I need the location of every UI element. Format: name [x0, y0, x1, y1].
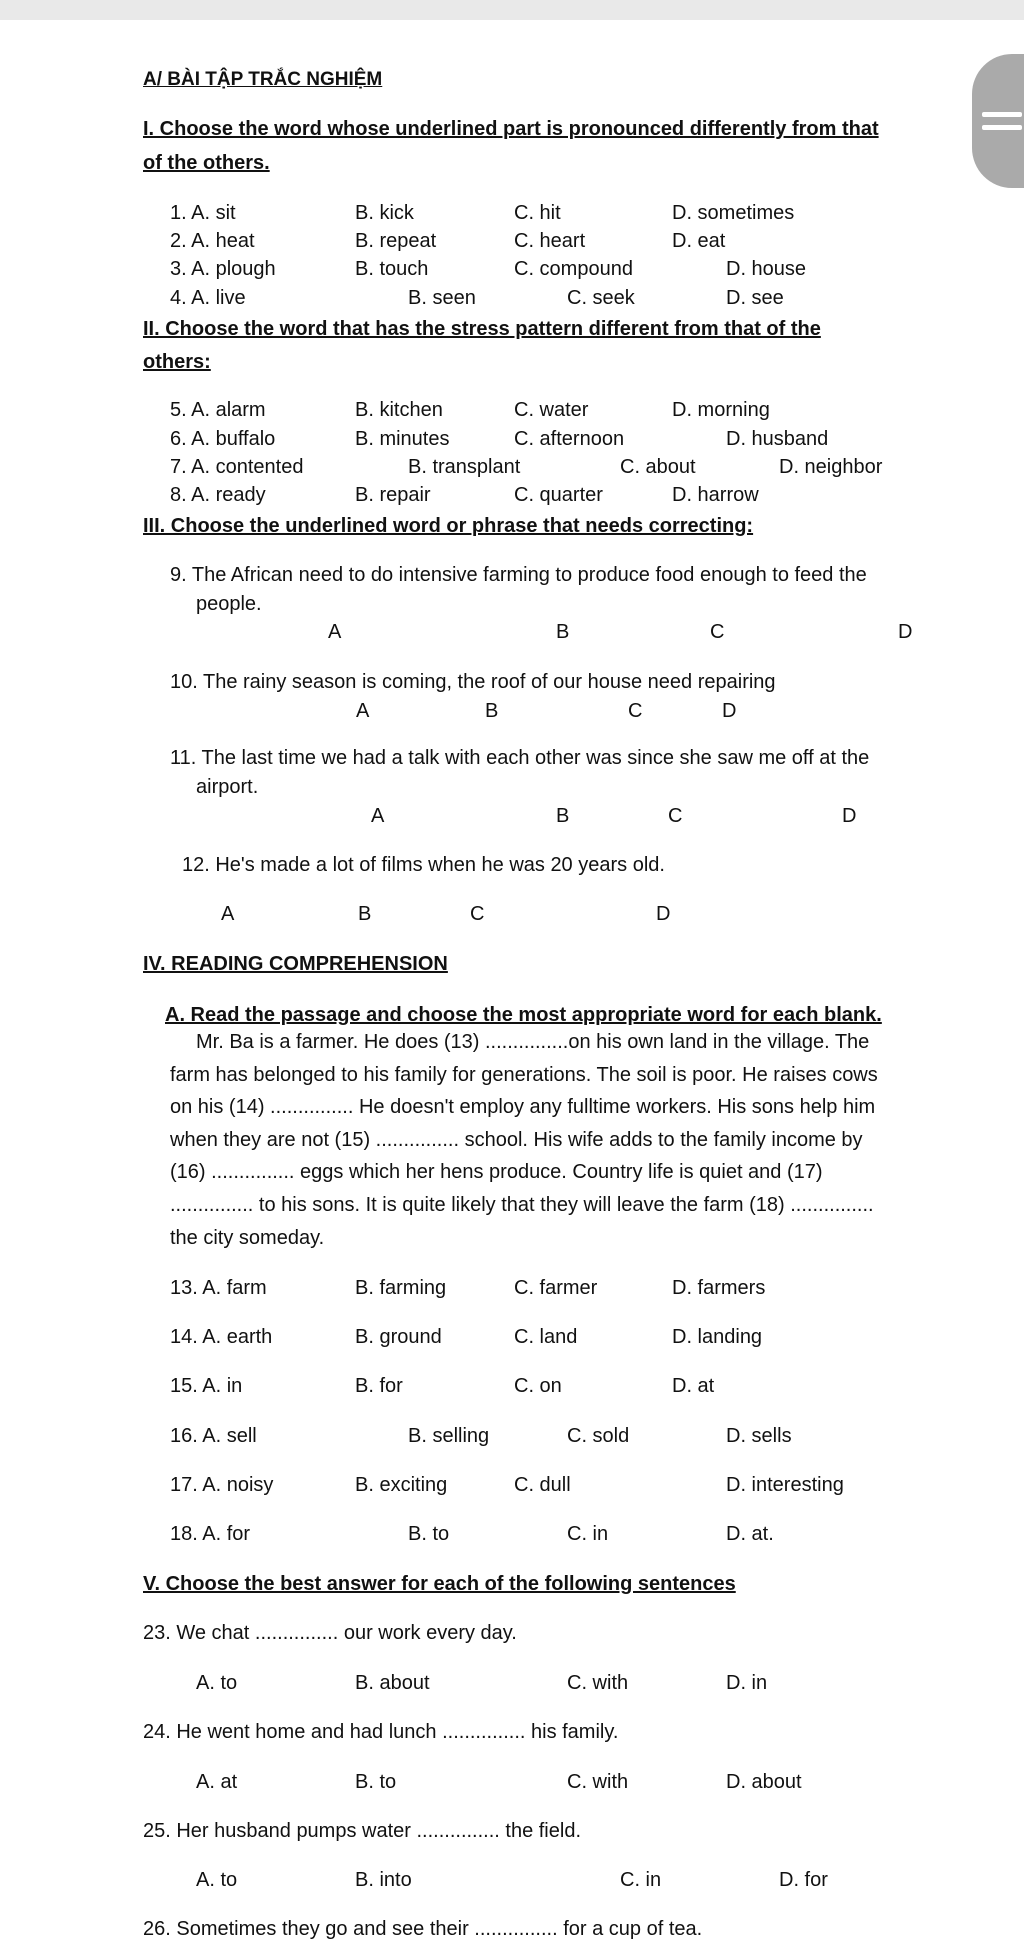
q16-option-b: B. selling [408, 1425, 490, 1447]
q3-option-c: C. compound [514, 258, 633, 280]
q23-option-c: C. with [567, 1672, 629, 1694]
q8-option-b: B. repair [355, 484, 431, 506]
q24-option-c: C. with [567, 1771, 629, 1793]
q23-option-d: D. in [726, 1672, 768, 1694]
q25-option-a: A. to [196, 1869, 238, 1891]
q5-option-c: C. water [514, 399, 589, 421]
q23-option-b: B. about [355, 1672, 430, 1694]
q9-letter-d: D [898, 621, 913, 643]
q4-option-a: 4. A. live [170, 287, 246, 309]
passage-line: the city someday. [170, 1227, 325, 1249]
q15-option-c: C. on [514, 1375, 562, 1397]
q11-text: 11. The last time we had a talk with each other was since she saw me off at the [170, 747, 870, 769]
q14-option-a: 14. A. earth [170, 1326, 273, 1348]
q11-letter-b: B [556, 805, 570, 827]
q16-option-d: D. sells [726, 1425, 792, 1447]
q15-option-b: B. for [355, 1375, 403, 1397]
q1-option-c: C. hit [514, 202, 561, 224]
section-4-heading: IV. READING COMPREHENSION [143, 953, 448, 975]
q11-text-cont: airport. [196, 776, 259, 798]
handle-grip-line [982, 125, 1022, 130]
q6-option-a: 6. A. buffalo [170, 428, 276, 450]
q17-option-d: D. interesting [726, 1474, 844, 1496]
q9-letter-c: C [710, 621, 725, 643]
q14-option-c: C. land [514, 1326, 578, 1348]
q16-option-c: C. sold [567, 1425, 630, 1447]
q10-letter-b: B [485, 700, 499, 722]
q5-option-d: D. morning [672, 399, 770, 421]
q13-option-d: D. farmers [672, 1277, 766, 1299]
q6-option-b: B. minutes [355, 428, 450, 450]
q7-option-b: B. transplant [408, 456, 521, 478]
q25-option-d: D. for [779, 1869, 828, 1891]
q2-option-a: 2. A. heat [170, 230, 255, 252]
q11-letter-c: C [668, 805, 683, 827]
q1-option-a: 1. A. sit [170, 202, 236, 224]
q4-option-d: D. see [726, 287, 784, 309]
q18-option-b: B. to [408, 1523, 450, 1545]
section-1-heading-cont: of the others. [143, 152, 270, 174]
q2-option-b: B. repeat [355, 230, 437, 252]
section-2-heading: II. Choose the word that has the stress pattern different from that of the [143, 318, 821, 340]
q12-text: 12. He's made a lot of films when he was 20 years old. [182, 854, 665, 876]
q13-option-c: C. farmer [514, 1277, 598, 1299]
q12-letter-b: B [358, 903, 372, 925]
top-bar [0, 0, 1024, 20]
q5-option-b: B. kitchen [355, 399, 443, 421]
passage-line: on his (14) ............... He doesn't employ any fulltime workers. His sons help him [170, 1096, 876, 1118]
q13-option-b: B. farming [355, 1277, 447, 1299]
q6-option-c: C. afternoon [514, 428, 625, 450]
q11-letter-a: A [371, 805, 385, 827]
q4-option-c: C. seek [567, 287, 635, 309]
q1-option-b: B. kick [355, 202, 414, 224]
q15-option-a: 15. A. in [170, 1375, 243, 1397]
q9-text: 9. The African need to do intensive farming to produce food enough to feed the [170, 564, 867, 586]
q23-stem: 23. We chat ............... our work every day. [143, 1622, 517, 1644]
q9-text-cont: people. [196, 593, 262, 615]
q8-option-a: 8. A. ready [170, 484, 266, 506]
scroll-handle[interactable] [972, 54, 1024, 188]
q25-option-b: B. into [355, 1869, 412, 1891]
q24-stem: 24. He went home and had lunch ............... his family. [143, 1721, 619, 1743]
q12-letter-c: C [470, 903, 485, 925]
q14-option-d: D. landing [672, 1326, 763, 1348]
q5-option-a: 5. A. alarm [170, 399, 266, 421]
handle-grip-line [982, 112, 1022, 117]
q1-option-d: D. sometimes [672, 202, 795, 224]
q24-option-d: D. about [726, 1771, 802, 1793]
q9-letter-b: B [556, 621, 570, 643]
section-4a-heading: A. Read the passage and choose the most appropriate word for each blank. [165, 1004, 882, 1026]
q2-option-c: C. heart [514, 230, 586, 252]
page-title: A/ BÀI TẬP TRẮC NGHIỆM [143, 69, 383, 90]
q17-option-c: C. dull [514, 1474, 571, 1496]
section-1-heading: I. Choose the word whose underlined part is pronounced differently from that [143, 118, 879, 140]
q26-stem: 26. Sometimes they go and see their ............... for a cup of tea. [143, 1918, 703, 1940]
q7-option-a: 7. A. contented [170, 456, 304, 478]
q3-option-b: B. touch [355, 258, 429, 280]
passage-line: farm has belonged to his family for generations. The soil is poor. He raises cows [170, 1064, 878, 1086]
section-2-heading-cont: others: [143, 351, 211, 373]
q6-option-d: D. husband [726, 428, 829, 450]
section-5-heading: V. Choose the best answer for each of the following sentences [143, 1573, 736, 1595]
q10-letter-a: A [356, 700, 370, 722]
q25-option-c: C. in [620, 1869, 662, 1891]
q14-option-b: B. ground [355, 1326, 442, 1348]
section-3-heading: III. Choose the underlined word or phrase that needs correcting: [143, 515, 754, 537]
q10-letter-c: C [628, 700, 643, 722]
q13-option-a: 13. A. farm [170, 1277, 267, 1299]
q8-option-c: C. quarter [514, 484, 603, 506]
q24-option-a: A. at [196, 1771, 238, 1793]
q18-option-d: D. at. [726, 1523, 774, 1545]
q23-option-a: A. to [196, 1672, 238, 1694]
q7-option-c: C. about [620, 456, 696, 478]
q24-option-b: B. to [355, 1771, 397, 1793]
q12-letter-d: D [656, 903, 671, 925]
q9-letter-a: A [328, 621, 342, 643]
q2-option-d: D. eat [672, 230, 726, 252]
q17-option-a: 17. A. noisy [170, 1474, 274, 1496]
q10-letter-d: D [722, 700, 737, 722]
q4-option-b: B. seen [408, 287, 476, 309]
q8-option-d: D. harrow [672, 484, 759, 506]
q12-letter-a: A [221, 903, 235, 925]
passage-line: Mr. Ba is a farmer. He does (13) ...............on his own land in the village. The [196, 1031, 870, 1053]
q11-letter-d: D [842, 805, 857, 827]
q18-option-a: 18. A. for [170, 1523, 251, 1545]
passage-line: (16) ............... eggs which her hens produce. Country life is quiet and (17) [170, 1161, 823, 1183]
q10-text: 10. The rainy season is coming, the roof of our house need repairing [170, 671, 776, 693]
q18-option-c: C. in [567, 1523, 609, 1545]
q16-option-a: 16. A. sell [170, 1425, 257, 1447]
q17-option-b: B. exciting [355, 1474, 448, 1496]
q3-option-d: D. house [726, 258, 807, 280]
passage-line: ............... to his sons. It is quite likely that they will leave the farm (18) ............... [170, 1194, 874, 1216]
q15-option-d: D. at [672, 1375, 715, 1397]
q7-option-d: D. neighbor [779, 456, 883, 478]
passage-line: when they are not (15) ............... school. His wife adds to the family income by [170, 1129, 863, 1151]
q25-stem: 25. Her husband pumps water ............... the field. [143, 1820, 581, 1842]
q3-option-a: 3. A. plough [170, 258, 276, 280]
